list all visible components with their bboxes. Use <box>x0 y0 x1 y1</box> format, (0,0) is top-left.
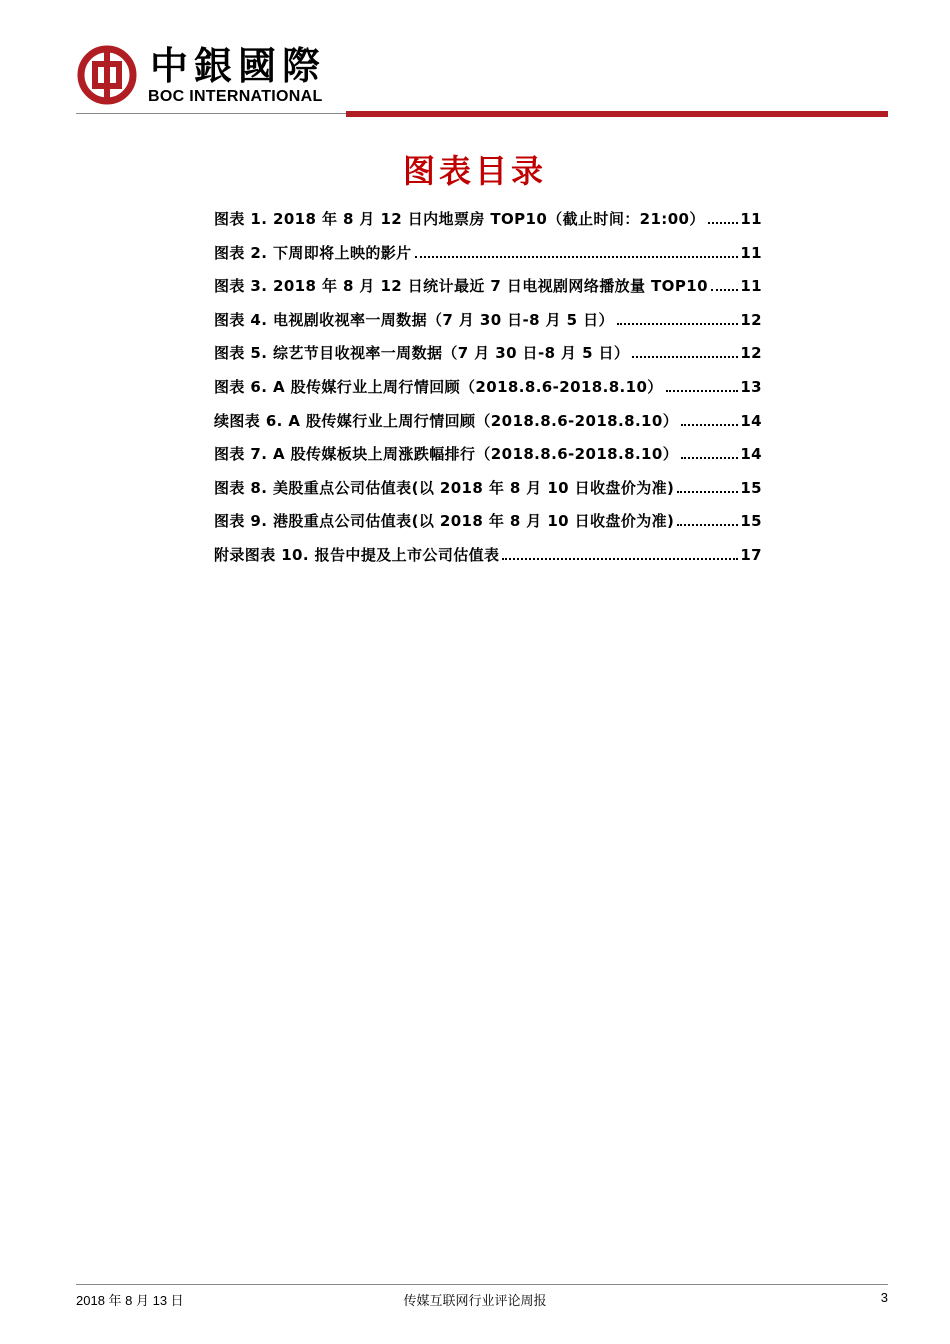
toc-leader-dots <box>677 524 738 526</box>
toc-entry[interactable] <box>214 544 762 578</box>
toc-entry-page: 13 <box>740 377 762 396</box>
toc-entry-title: 图表 5. 综艺节目收视率一周数据（7 月 30 日-8 月 5 日） <box>214 344 630 363</box>
header-accent-bar <box>346 111 888 117</box>
toc-entry-title: 图表 9. 港股重点公司估值表(以 2018 年 8 月 10 日收盘价为准) <box>214 512 675 531</box>
toc-entry[interactable] <box>214 376 762 410</box>
toc-entry-title: 图表 3. 2018 年 8 月 12 日统计最近 7 日电视剧网络播放量 TOP10 <box>214 277 708 296</box>
toc-entry-title: 图表 4. 电视剧收视率一周数据（7 月 30 日-8 月 5 日） <box>214 310 614 329</box>
toc-entry[interactable] <box>214 309 762 343</box>
toc-entry-page: 12 <box>740 310 762 329</box>
footer-date: 2018 年 8 月 13 日 <box>76 1293 184 1308</box>
brand-name-english: BOC INTERNATIONAL <box>148 88 323 105</box>
toc-entry[interactable] <box>214 477 762 511</box>
toc-entry-title: 图表 1. 2018 年 8 月 12 日内地票房 TOP10（截止时间：21:00） <box>214 210 705 228</box>
toc-entry[interactable] <box>214 443 762 477</box>
toc-leader-dots <box>632 356 738 358</box>
toc-leader-dots <box>681 424 738 426</box>
toc-entry-page: 17 <box>740 545 762 564</box>
brand-name-chinese: 中銀國際 <box>150 43 327 88</box>
toc-entry-page: 15 <box>740 478 762 497</box>
bank-of-china-logo-icon <box>76 44 138 106</box>
toc-title: 图表目录 <box>402 152 547 190</box>
toc-entry-page: 11 <box>740 277 762 296</box>
figure-table-of-contents <box>214 208 762 578</box>
toc-entry[interactable] <box>214 208 762 242</box>
toc-leader-dots <box>617 323 738 325</box>
boc-international-logo <box>76 42 346 112</box>
footer-report-title: 传媒互联网行业评论周报 <box>403 1294 547 1309</box>
footer-page-number: 3 <box>880 1290 888 1305</box>
toc-entry-page: 15 <box>740 512 762 531</box>
footer-divider <box>76 1284 888 1285</box>
toc-entry-page: 14 <box>740 411 762 430</box>
toc-entry[interactable] <box>214 410 762 444</box>
toc-entry[interactable] <box>214 510 762 544</box>
toc-leader-dots <box>677 491 738 493</box>
toc-leader-dots <box>666 390 739 392</box>
toc-entry-page: 11 <box>740 243 762 262</box>
toc-leader-dots <box>681 457 738 459</box>
toc-leader-dots <box>708 222 739 224</box>
toc-entry-title: 图表 6. A 股传媒行业上周行情回顾（2018.8.6-2018.8.10） <box>214 377 663 396</box>
toc-entry-title: 续图表 6. A 股传媒行业上周行情回顾（2018.8.6-2018.8.10） <box>214 411 679 430</box>
toc-leader-dots <box>502 558 738 560</box>
toc-entry-page: 12 <box>740 344 762 363</box>
toc-entry-title: 图表 8. 美股重点公司估值表(以 2018 年 8 月 10 日收盘价为准) <box>214 478 675 497</box>
toc-entry-title: 图表 7. A 股传媒板块上周涨跌幅排行（2018.8.6-2018.8.10） <box>214 445 679 464</box>
toc-entry-page: 11 <box>740 210 762 228</box>
toc-entry-title: 图表 2. 下周即将上映的影片 <box>214 243 412 262</box>
toc-entry-title: 附录图表 10. 报告中提及上市公司估值表 <box>214 545 500 564</box>
toc-entry-page: 14 <box>740 445 762 464</box>
toc-entry[interactable] <box>214 275 762 309</box>
toc-entry[interactable] <box>214 342 762 376</box>
toc-leader-dots <box>415 256 739 258</box>
toc-entry[interactable] <box>214 242 762 276</box>
toc-leader-dots <box>711 289 738 291</box>
